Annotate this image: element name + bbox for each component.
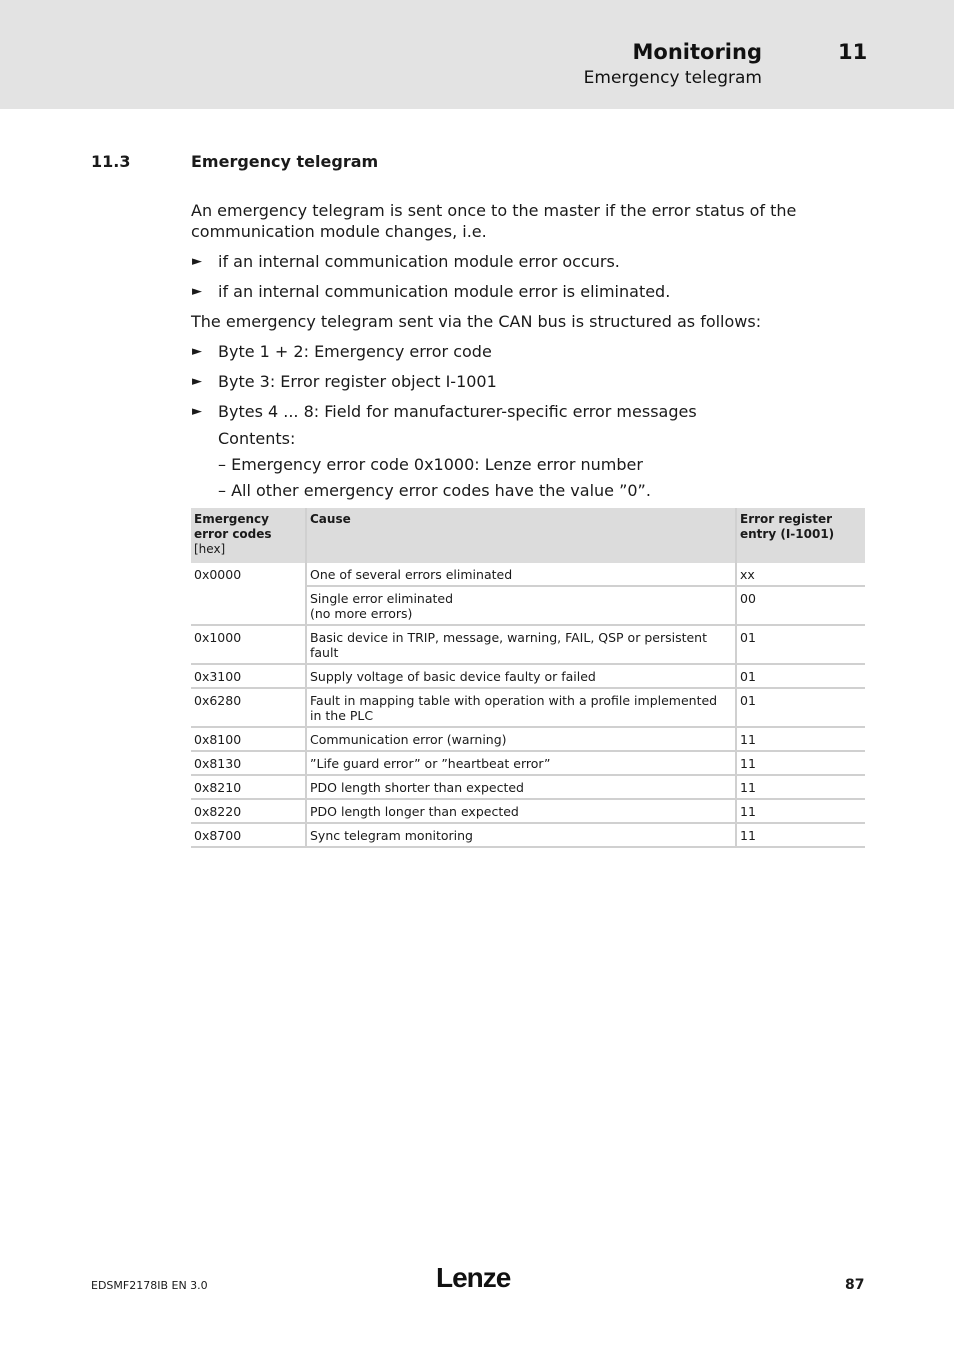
cell-code: 0x8700 xyxy=(191,824,307,848)
header-cause: Cause xyxy=(307,508,737,563)
cell-cause: PDO length shorter than expected xyxy=(307,776,737,800)
cell-register: 11 xyxy=(737,776,865,800)
chapter-number: 11 xyxy=(838,40,868,64)
list-item-text: Byte 1 + 2: Emergency error code xyxy=(218,342,492,361)
table-row xyxy=(191,587,865,626)
cell-cause: Basic device in TRIP, message, warning, FAIL, QSP or persistent fault xyxy=(307,626,737,665)
cell-cause-line: (no more errors) xyxy=(310,606,413,621)
contents-item: – All other emergency error codes have the value ”0”. xyxy=(218,481,651,500)
cell-code: 0x0000 xyxy=(191,563,307,587)
header-code xyxy=(191,508,307,563)
chapter-title: Monitoring xyxy=(632,40,762,64)
cell-cause: Sync telegram monitoring xyxy=(307,824,737,848)
list-item xyxy=(191,251,867,272)
cell-register: 11 xyxy=(737,752,865,776)
table-header-row xyxy=(191,508,865,563)
cell-code xyxy=(191,587,307,626)
table-row xyxy=(191,626,865,665)
bullet-icon: ► xyxy=(192,404,202,419)
cell-register: 01 xyxy=(737,626,865,665)
contents-label: Contents: xyxy=(218,429,296,448)
error-code-table xyxy=(191,508,865,848)
contents-item: – Emergency error code 0x1000: Lenze error number xyxy=(218,455,643,474)
list-item xyxy=(191,281,867,302)
table-row xyxy=(191,689,865,728)
page-header xyxy=(0,0,954,109)
cell-cause: Communication error (warning) xyxy=(307,728,737,752)
document-id: EDSMF2178IB EN 3.0 xyxy=(91,1279,208,1292)
table-row xyxy=(191,776,865,800)
structure-list xyxy=(191,341,867,504)
cell-code: 0x3100 xyxy=(191,665,307,689)
section-body xyxy=(191,200,867,513)
trigger-list xyxy=(191,251,867,302)
contents-block xyxy=(218,426,867,504)
section-number: 11.3 xyxy=(91,152,131,171)
cell-register: 00 xyxy=(737,587,865,626)
bullet-icon: ► xyxy=(192,344,202,359)
cell-code: 0x6280 xyxy=(191,689,307,728)
list-item-text: if an internal communication module error is eliminated. xyxy=(218,282,671,301)
cell-cause-line: Single error eliminated xyxy=(310,591,454,606)
list-item-text: Bytes 4 ... 8: Field for manufacturer-specific error messages xyxy=(218,402,697,421)
cell-code: 0x8210 xyxy=(191,776,307,800)
header-code-unit: [hex] xyxy=(194,542,226,556)
page-number: 87 xyxy=(845,1277,865,1293)
list-item-text: if an internal communication module error occurs. xyxy=(218,252,620,271)
cell-register: 11 xyxy=(737,824,865,848)
bullet-icon: ► xyxy=(192,374,202,389)
section-title: Emergency telegram xyxy=(191,152,379,171)
list-item-text: Byte 3: Error register object I-1001 xyxy=(218,372,497,391)
cell-cause: Supply voltage of basic device faulty or failed xyxy=(307,665,737,689)
bullet-icon: ► xyxy=(192,254,202,269)
table-row xyxy=(191,800,865,824)
cell-register: xx xyxy=(737,563,865,587)
table-row xyxy=(191,665,865,689)
cell-register: 01 xyxy=(737,689,865,728)
cell-register: 01 xyxy=(737,665,865,689)
list-item xyxy=(191,341,867,362)
table-row xyxy=(191,728,865,752)
list-item xyxy=(191,401,867,504)
cell-code: 0x8220 xyxy=(191,800,307,824)
chapter-subtitle: Emergency telegram xyxy=(583,68,762,88)
cell-cause: One of several errors eliminated xyxy=(307,563,737,587)
cell-register: 11 xyxy=(737,728,865,752)
bullet-icon: ► xyxy=(192,284,202,299)
cell-code: 0x8100 xyxy=(191,728,307,752)
lenze-logo: Lenze xyxy=(436,1262,511,1293)
list-item xyxy=(191,371,867,392)
cell-cause xyxy=(307,587,737,626)
cell-code: 0x1000 xyxy=(191,626,307,665)
header-code-label: Emergency error codes xyxy=(194,512,272,541)
cell-code: 0x8130 xyxy=(191,752,307,776)
cell-cause: ”Life guard error” or ”heartbeat error” xyxy=(307,752,737,776)
cell-cause: Fault in mapping table with operation with a profile implemented in the PLC xyxy=(307,689,737,728)
structure-paragraph: The emergency telegram sent via the CAN bus is structured as follows: xyxy=(191,312,762,331)
cell-cause: PDO length longer than expected xyxy=(307,800,737,824)
header-register: Error register entry (I-1001) xyxy=(737,508,865,563)
cell-register: 11 xyxy=(737,800,865,824)
table-row xyxy=(191,824,865,848)
intro-paragraph: An emergency telegram is sent once to the master if the error status of the communication module changes, i.e. xyxy=(191,201,797,241)
table-row xyxy=(191,563,865,587)
table-row xyxy=(191,752,865,776)
